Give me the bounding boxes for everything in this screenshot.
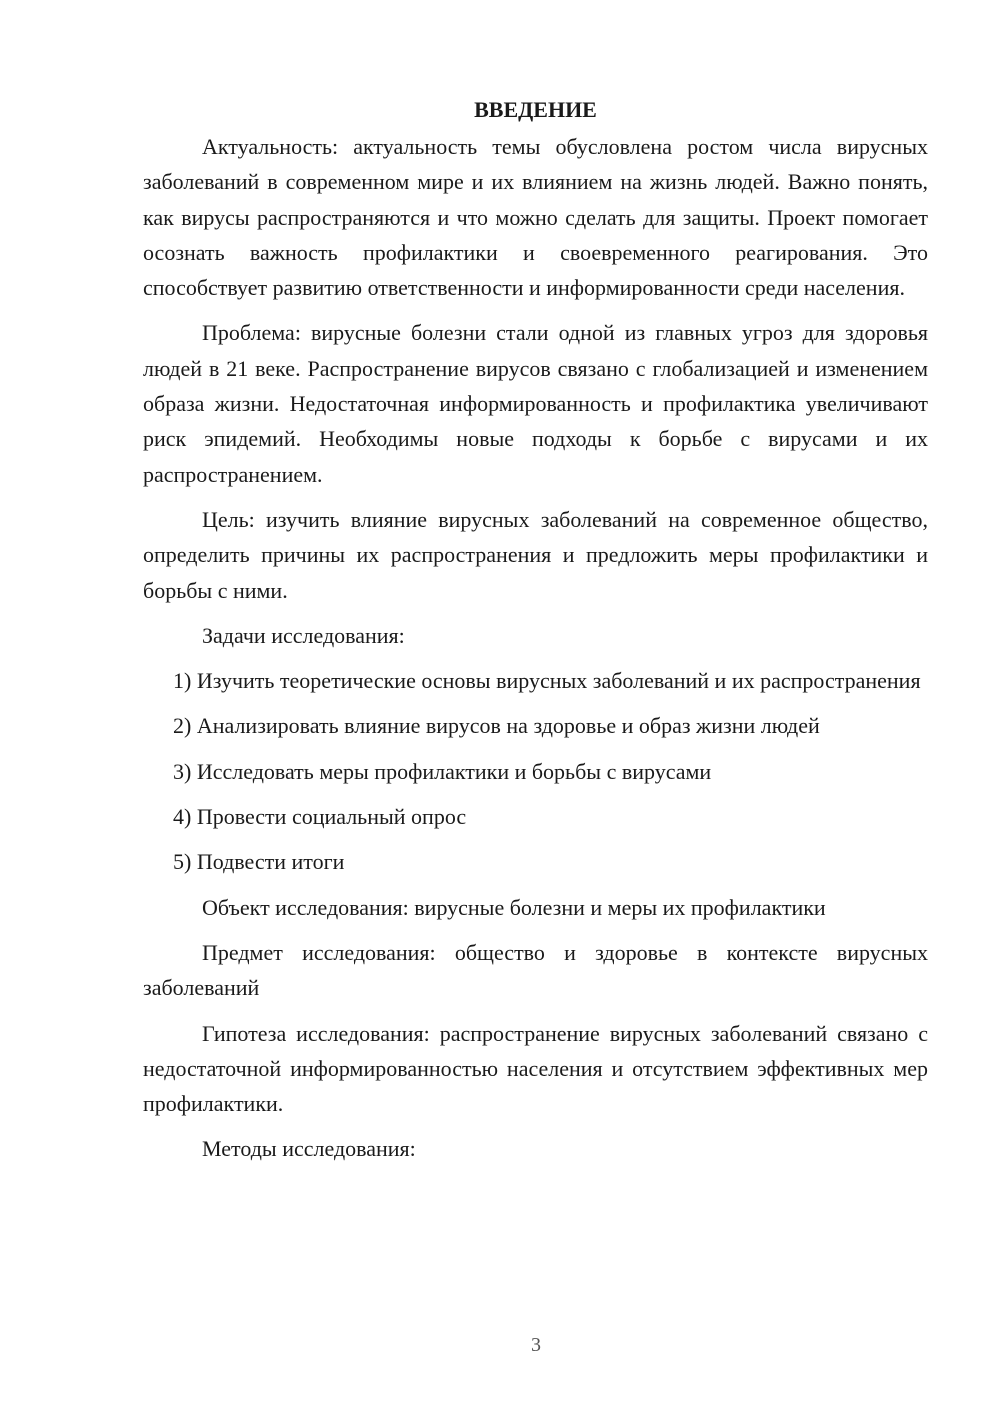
task-item-3: 3) Исследовать меры профилактики и борьбы с вирусами bbox=[173, 758, 712, 784]
page-title: ВВЕДЕНИЕ bbox=[474, 97, 597, 122]
page-content bbox=[143, 92, 928, 1167]
task-item-2: 2) Анализировать влияние вирусов на здоровье и образ жизни людей bbox=[173, 713, 820, 739]
paragraph-object: Объект исследования: вирусные болезни и меры их профилактики bbox=[202, 894, 826, 920]
paragraph-hypothesis: Гипотеза исследования: распространение вирусных заболеваний связано с недостаточной информированностью населения и отсутствием эффективных мер профилактики. bbox=[143, 1020, 928, 1117]
tasks-heading: Задачи исследования: bbox=[202, 622, 405, 648]
paragraph-problem: Проблема: вирусные болезни стали одной из главных угроз для здоровья людей в 21 веке. Распространение вирусов связано с глобализацией и изменением образа жизни. Недостаточная информированность и профилактика увеличивают риск эпидемий. Необходимы новые подходы к борьбе с вирусами и их распространением. bbox=[143, 320, 928, 487]
paragraph-subject: Предмет исследования: общество и здоровье в контексте вирусных заболеваний bbox=[143, 939, 928, 1001]
methods-heading: Методы исследования: bbox=[202, 1136, 416, 1162]
paragraph-goal: Цель: изучить влияние вирусных заболеваний на современное общество, определить причины их распространения и предложить меры профилактики и борьбы с ними. bbox=[143, 506, 928, 603]
task-item-5: 5) Подвести итоги bbox=[173, 849, 345, 875]
task-item-1: 1) Изучить теоретические основы вирусных заболеваний и их распространения bbox=[173, 668, 921, 694]
page-number: 3 bbox=[531, 1334, 541, 1356]
paragraph-relevance: Актуальность: актуальность темы обусловлена ростом числа вирусных заболеваний в современном мире и их влиянием на жизнь людей. Важно понять, как вирусы распространяются и что можно сделать для защиты. Проект помогает осознать важность профилактики и своевременного реагирования. Это способствует развитию ответственности и информированности среди населения. bbox=[143, 134, 928, 301]
task-item-4: 4) Провести социальный опрос bbox=[173, 804, 467, 830]
